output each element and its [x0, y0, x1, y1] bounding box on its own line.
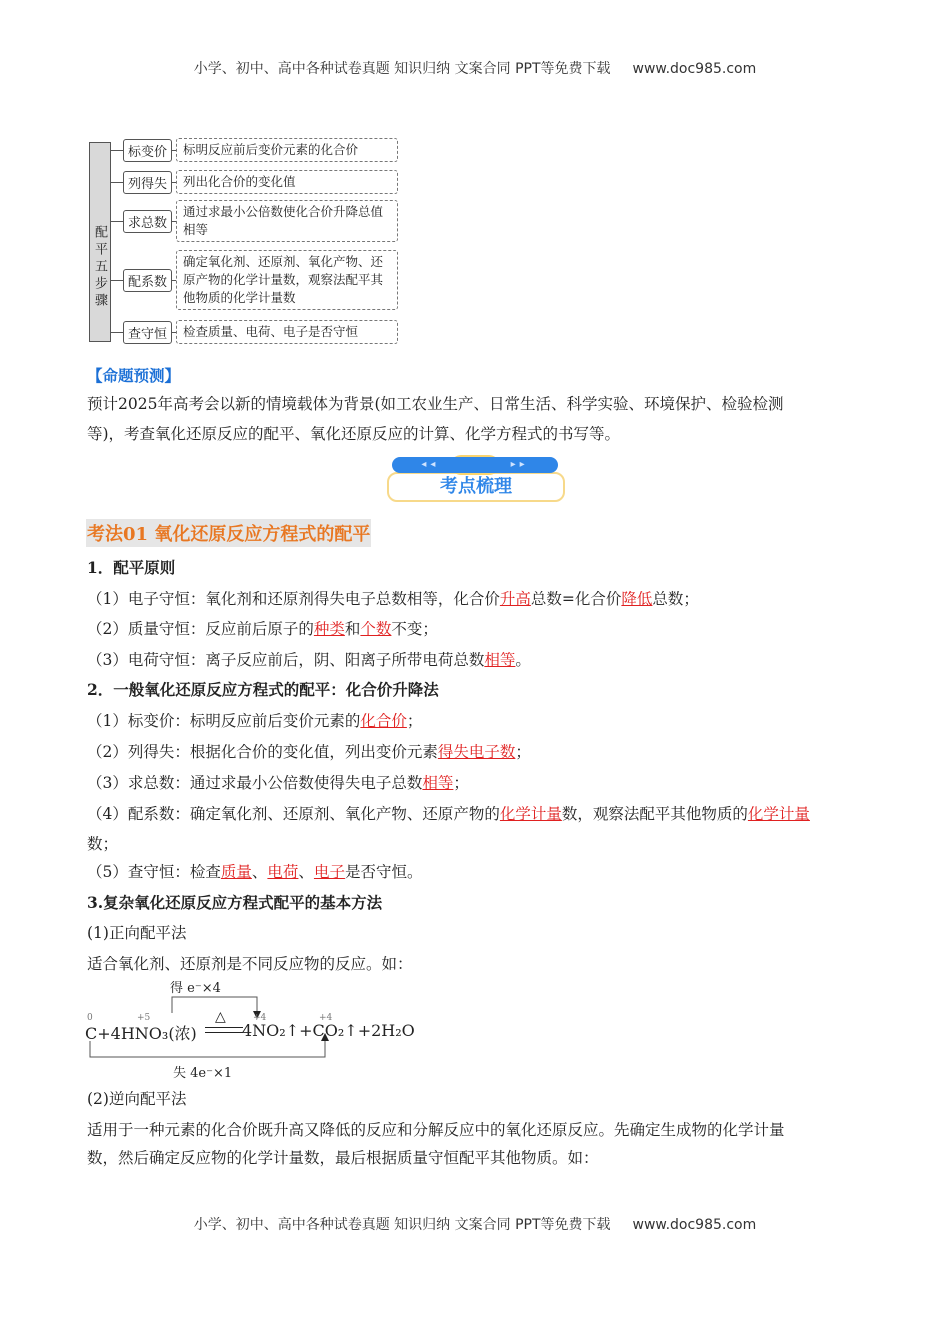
answer-blank: 电子 — [313, 863, 345, 881]
answer-blank: 个数 — [360, 620, 392, 638]
gain-label: 得 e⁻×4 — [170, 981, 221, 996]
section-badge — [387, 455, 563, 501]
paragraph — [87, 709, 422, 731]
text-segment: （5）查守恒：检查 — [87, 863, 221, 881]
arrows-icon: ◂◂ ▸▸ — [392, 457, 558, 473]
text-segment: 1．配平原则 — [87, 558, 176, 577]
paragraph — [87, 1087, 186, 1109]
paragraph — [87, 678, 439, 700]
step-item — [111, 138, 398, 162]
text-segment: (1)正向配平法 — [87, 924, 187, 942]
step-desc: 确定氧化剂、还原剂、氧化产物、还原产物的化学计量数，观察法配平其他物质的化学计量数 — [176, 250, 398, 310]
step-item — [111, 250, 398, 310]
text-segment: 适合氧化剂、还原剂是不同反应物的反应。如： — [87, 955, 413, 973]
paragraph — [87, 556, 175, 578]
answer-blank: 化合价 — [360, 712, 407, 730]
text-segment: 数，观察法配平其他物质的 — [561, 805, 748, 823]
step-label: 求总数 — [123, 210, 172, 233]
steps-diagram — [89, 138, 419, 348]
text-segment: （4）配系数：确定氧化剂、还原剂、氧化产物、还原产物的 — [87, 805, 500, 823]
paragraph — [87, 952, 413, 974]
equation-rhs: 4NO₂↑+CO₂↑+2H₂O — [242, 1021, 415, 1040]
text-segment: （1）电子守恒：氧化剂和还原剂得失电子总数相等，化合价 — [87, 590, 500, 608]
steps-title: 配平五步骤 — [89, 142, 111, 342]
paragraph — [87, 1146, 599, 1168]
answer-blank: 降低 — [621, 590, 653, 608]
paragraph — [87, 802, 810, 824]
delta-icon: △ — [215, 1009, 226, 1025]
text-segment: （2）质量守恒：反应前后原子的 — [87, 620, 314, 638]
answer-blank: 化学计量 — [499, 805, 562, 823]
paragraph — [87, 860, 422, 882]
text-segment: 数； — [87, 835, 119, 853]
prediction-line: 等)，考查氧化还原反应的配平、氧化还原反应的计算、化学方程式的书写等。 — [87, 425, 621, 443]
text-segment: 数，然后确定反应物的化学计量数，最后根据质量守恒配平其他物质。如： — [87, 1149, 599, 1167]
ox-state: +4 — [319, 1013, 333, 1023]
paragraph — [87, 832, 118, 854]
step-item — [111, 320, 398, 344]
text-segment: 和 — [344, 620, 361, 638]
step-item — [111, 200, 398, 242]
answer-blank: 相等 — [422, 774, 454, 792]
header-text: 小学、初中、高中各种试卷真题 知识归纳 文案合同 PPT等免费下载 — [193, 61, 611, 77]
paragraph — [87, 617, 438, 639]
footer-text: 小学、初中、高中各种试卷真题 知识归纳 文案合同 PPT等免费下载 — [193, 1217, 611, 1233]
section-title: 考法01 氧化还原反应方程式的配平 — [86, 519, 371, 547]
text-segment: 、 — [251, 863, 268, 881]
paragraph — [87, 1118, 785, 1140]
text-segment: ； — [515, 743, 531, 761]
text-segment: （2）列得失：根据化合价的变化值，列出变价元素 — [87, 743, 438, 761]
text-segment: 不变； — [391, 620, 438, 638]
page-header — [0, 58, 950, 78]
answer-blank: 电荷 — [267, 863, 299, 881]
text-segment: ； — [406, 712, 423, 730]
text-segment: (2)逆向配平法 — [87, 1090, 187, 1108]
paragraph — [87, 740, 531, 762]
text-segment: 总数； — [652, 590, 699, 608]
answer-blank: 相等 — [484, 651, 516, 669]
equals-sign — [205, 1027, 243, 1033]
text-segment: （3）求总数：通过求最小公倍数使得失电子总数 — [87, 774, 423, 792]
footer-url[interactable]: www.doc985.com — [632, 1217, 757, 1233]
text-segment: ； — [453, 774, 469, 792]
lose-label: 失 4e⁻×1 — [173, 1066, 233, 1081]
ox-state: 0 — [87, 1013, 93, 1023]
answer-blank: 化学计量 — [747, 805, 810, 823]
header-url[interactable]: www.doc985.com — [632, 61, 757, 77]
badge-title: 考点梳理 — [387, 472, 565, 502]
prediction-line: 预计2025年高考会以新的情境载体为背景(如工农业生产、日常生活、科学实验、环境保护、检验检测 — [87, 395, 784, 413]
step-desc: 通过求最小公倍数使化合价升降总值相等 — [176, 200, 398, 242]
text-segment: （1）标变价：标明反应前后变价元素的 — [87, 712, 361, 730]
step-desc: 标明反应前后变价元素的化合价 — [176, 138, 398, 162]
step-label: 标变价 — [123, 139, 172, 162]
equation-diagram — [85, 975, 455, 1080]
text-segment: 适用于一种元素的化合价既升高又降低的反应和分解反应中的氧化还原反应。先确定生成物的化学计量 — [87, 1121, 785, 1139]
paragraph — [87, 891, 382, 913]
ox-state: +5 — [137, 1013, 151, 1023]
paragraph — [87, 587, 699, 609]
paragraph — [87, 648, 531, 670]
prediction-title: 【命题预测】 — [87, 367, 181, 385]
equation-lhs: C+4HNO₃(浓) — [85, 1024, 197, 1043]
text-segment: （3）电荷守恒：离子反应前后，阴、阳离子所带电荷总数 — [87, 651, 485, 669]
step-label: 查守恒 — [123, 321, 172, 344]
page-footer — [0, 1214, 950, 1234]
answer-blank: 得失电子数 — [437, 743, 516, 761]
step-label: 列得失 — [123, 171, 172, 194]
answer-blank: 升高 — [499, 590, 531, 608]
text-segment: 、 — [298, 863, 314, 881]
text-segment: 。 — [515, 651, 531, 669]
step-item — [111, 170, 398, 194]
step-desc: 检查质量、电荷、电子是否守恒 — [176, 320, 398, 344]
text-segment: 3.复杂氧化还原反应方程式配平的基本方法 — [87, 893, 383, 912]
ox-state: +4 — [253, 1013, 267, 1023]
step-desc: 列出化合价的变化值 — [176, 170, 398, 194]
text-segment: 2．一般氧化还原反应方程式的配平：化合价升降法 — [87, 680, 439, 699]
answer-blank: 种类 — [313, 620, 345, 638]
paragraph — [87, 771, 469, 793]
step-label: 配系数 — [123, 269, 172, 292]
answer-blank: 质量 — [220, 863, 252, 881]
paragraph — [87, 921, 186, 943]
text-segment: 总数=化合价 — [530, 590, 622, 608]
text-segment: 是否守恒。 — [344, 863, 423, 881]
